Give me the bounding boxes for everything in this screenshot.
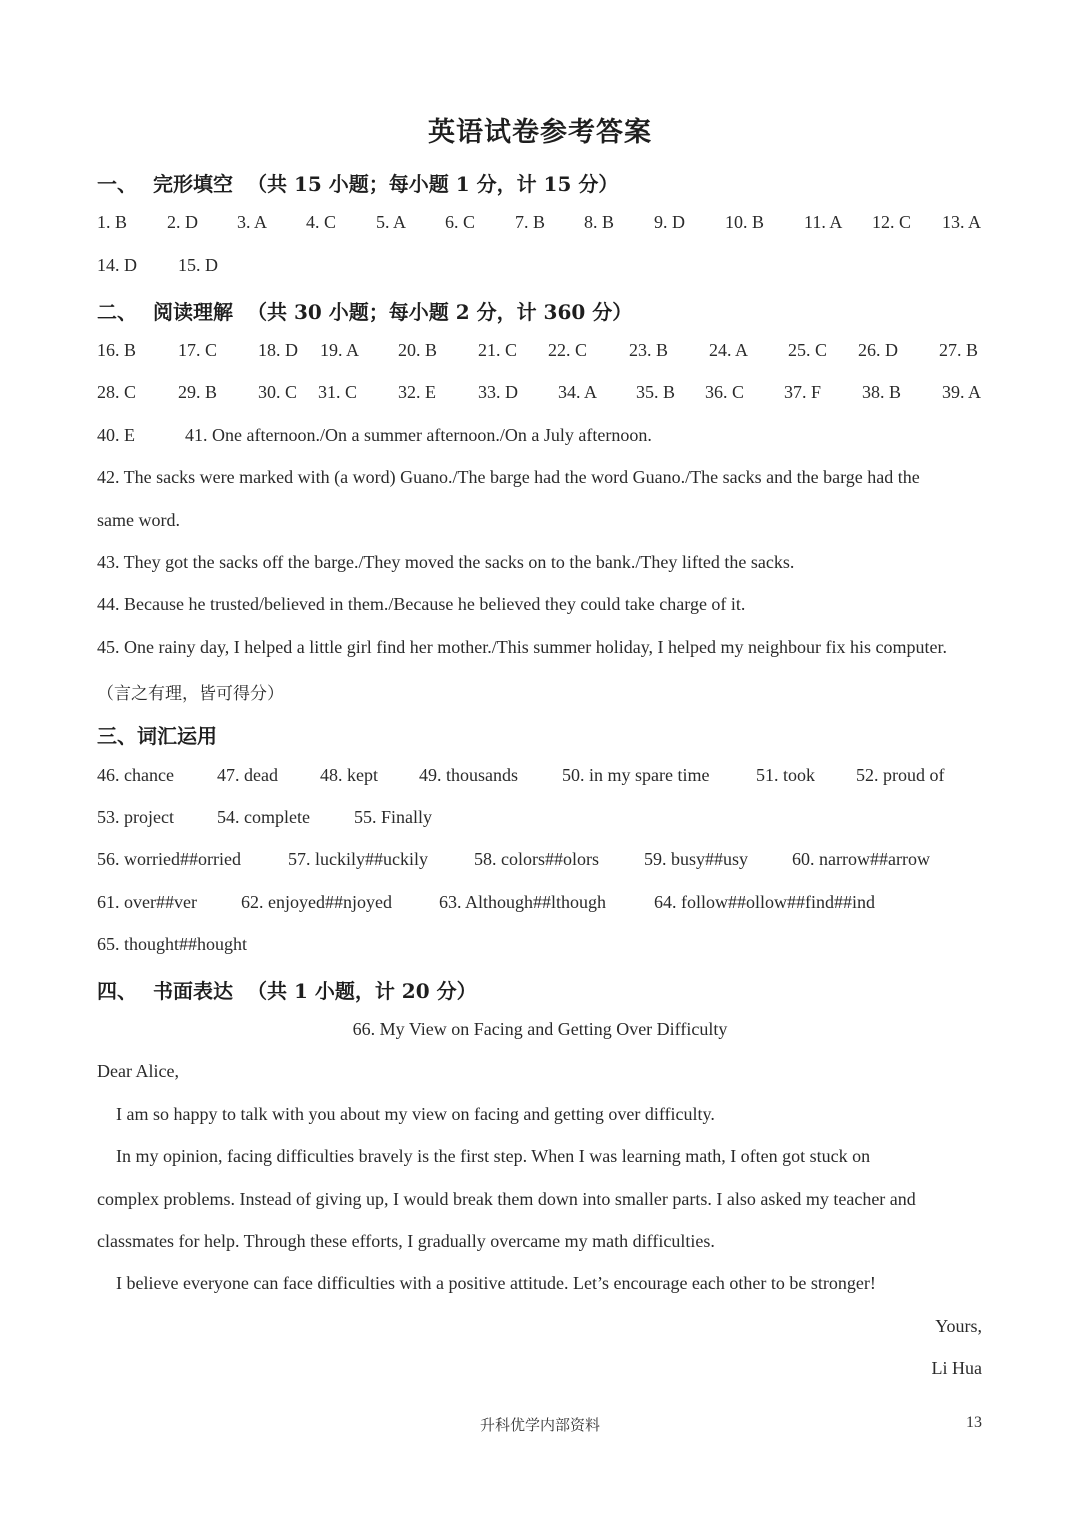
page-footer: 升科优学内部资料 (479, 1416, 600, 1434)
section-heading-reading (97, 296, 632, 325)
answer-item: 20. B (398, 340, 438, 360)
answer-item: 4. C (306, 212, 337, 232)
answer-item: 39. A (942, 382, 982, 402)
answer-item: 60. narrow##arrow (792, 849, 930, 869)
answer-item: 2. D (167, 212, 198, 232)
page-number: 13 (966, 1414, 982, 1431)
answer-item: 64. follow##ollow##find##ind (654, 892, 875, 912)
letter-paragraph-cont: classmates for help. Through these efforts, I gradually overcame my math difficulties. (97, 1231, 715, 1251)
answer-item: 25. C (788, 340, 828, 360)
answer-item: 14. D (97, 255, 137, 275)
answer-item: 55. Finally (354, 807, 433, 827)
answer-item: 48. kept (320, 765, 378, 785)
letter-signature: Li Hua (931, 1358, 982, 1378)
answer-item: 54. complete (217, 807, 310, 827)
section-name: 完形填空 (153, 172, 233, 196)
answer-item: 51. took (756, 765, 816, 785)
answer-item: 35. B (636, 382, 676, 402)
answer-item: 21. C (478, 340, 518, 360)
answer-item: 59. busy##usy (644, 849, 749, 869)
answer-item: 10. B (725, 212, 765, 232)
answer-item: 23. B (629, 340, 669, 360)
letter-closing: Yours, (935, 1316, 982, 1336)
answer-item: 61. over##ver (97, 892, 197, 912)
section-heading-cloze (97, 168, 618, 197)
answer-item: 18. D (258, 340, 298, 360)
answer-line-44: 44. Because he trusted/believed in them./Because he believed they could take charge of it. (97, 594, 746, 614)
answer-line-42: 42. The sacks were marked with (a word) Guano./The barge had the word Guano./The sacks and the barge had the (97, 467, 920, 487)
answer-item: 46. chance (97, 765, 174, 785)
answer-item: 24. A (709, 340, 749, 360)
answer-item: 17. C (178, 340, 218, 360)
section-scoring: （共 15 小题；每小题 1 分，计 15 分） (247, 172, 619, 196)
answer-item: 52. proud of (856, 765, 945, 785)
answer-item: 36. C (705, 382, 745, 402)
answer-item: 31. C (318, 382, 358, 402)
section-name: 词汇运用 (137, 724, 217, 748)
answer-item: 38. B (862, 382, 902, 402)
answer-item: 63. Although##lthough (439, 892, 607, 912)
answer-item: 5. A (376, 212, 407, 232)
answer-item: 9. D (654, 212, 685, 232)
answer-item: 22. C (548, 340, 588, 360)
answer-item: 1. B (97, 212, 128, 232)
section-number: 二、 (97, 300, 137, 324)
section-number: 一、 (97, 172, 137, 196)
section-heading-vocabulary (97, 720, 217, 749)
answer-item: 37. F (784, 382, 822, 402)
answer-line-42-cont: same word. (97, 510, 180, 530)
answer-item: 29. B (178, 382, 218, 402)
answer-line-45: 45. One rainy day, I helped a little girl find her mother./This summer holiday, I helped my neighbour fix his computer. (97, 637, 947, 657)
essay-heading: 66. My View on Facing and Getting Over Difficulty (352, 1019, 728, 1039)
answer-item: 41. One afternoon./On a summer afternoon./On a July afternoon. (185, 425, 652, 445)
grading-note: （言之有理，皆可得分） (97, 684, 284, 704)
section-scoring: （共 1 小题，计 20 分） (247, 979, 477, 1003)
answer-item: 28. C (97, 382, 137, 402)
answer-item: 26. D (858, 340, 898, 360)
answer-line-43: 43. They got the sacks off the barge./They moved the sacks on to the bank./They lifted the sacks. (97, 552, 795, 572)
answer-item: 40. E (97, 425, 135, 445)
answer-item: 62. enjoyed##njoyed (241, 892, 392, 912)
answer-item: 30. C (258, 382, 298, 402)
letter-paragraph: In my opinion, facing difficulties bravely is the first step. When I was learning math, I often got stuck on (116, 1146, 871, 1166)
answer-item: 27. B (939, 340, 979, 360)
section-number: 四、 (97, 979, 137, 1003)
section-name: 阅读理解 (153, 300, 233, 324)
page-title: 英语试卷参考答案 (428, 117, 652, 148)
answer-item: 12. C (872, 212, 912, 232)
answer-item: 53. project (97, 807, 174, 827)
answer-item: 11. A (804, 212, 843, 232)
answer-item: 16. B (97, 340, 137, 360)
letter-greeting: Dear Alice, (97, 1061, 179, 1081)
answer-item: 49. thousands (419, 765, 518, 785)
answer-item: 6. C (445, 212, 476, 232)
section-number: 三、 (97, 724, 137, 748)
answer-item: 65. thought##hought (97, 934, 248, 954)
answer-item: 33. D (478, 382, 518, 402)
answer-item: 7. B (515, 212, 546, 232)
answer-item: 58. colors##olors (474, 849, 599, 869)
section-name: 书面表达 (153, 979, 233, 1003)
section-heading-writing (97, 975, 477, 1004)
answer-item: 57. luckily##uckily (288, 849, 428, 869)
answer-item: 8. B (584, 212, 615, 232)
letter-paragraph: I am so happy to talk with you about my view on facing and getting over difficulty. (116, 1104, 715, 1124)
answer-item: 19. A (320, 340, 360, 360)
answer-item: 47. dead (217, 765, 278, 785)
answer-item: 15. D (178, 255, 218, 275)
answer-item: 13. A (942, 212, 982, 232)
letter-paragraph: I believe everyone can face difficulties with a positive attitude. Let’s encourage each other to be stronger! (116, 1273, 876, 1293)
answer-item: 50. in my spare time (562, 765, 710, 785)
answer-item: 32. E (398, 382, 436, 402)
letter-paragraph-cont: complex problems. Instead of giving up, I would break them down into smaller parts. I also asked my teacher and (97, 1189, 916, 1209)
section-scoring: （共 30 小题；每小题 2 分，计 360 分） (247, 300, 633, 324)
answer-item: 56. worried##orried (97, 849, 241, 869)
answer-item: 3. A (237, 212, 268, 232)
answer-item: 34. A (558, 382, 598, 402)
